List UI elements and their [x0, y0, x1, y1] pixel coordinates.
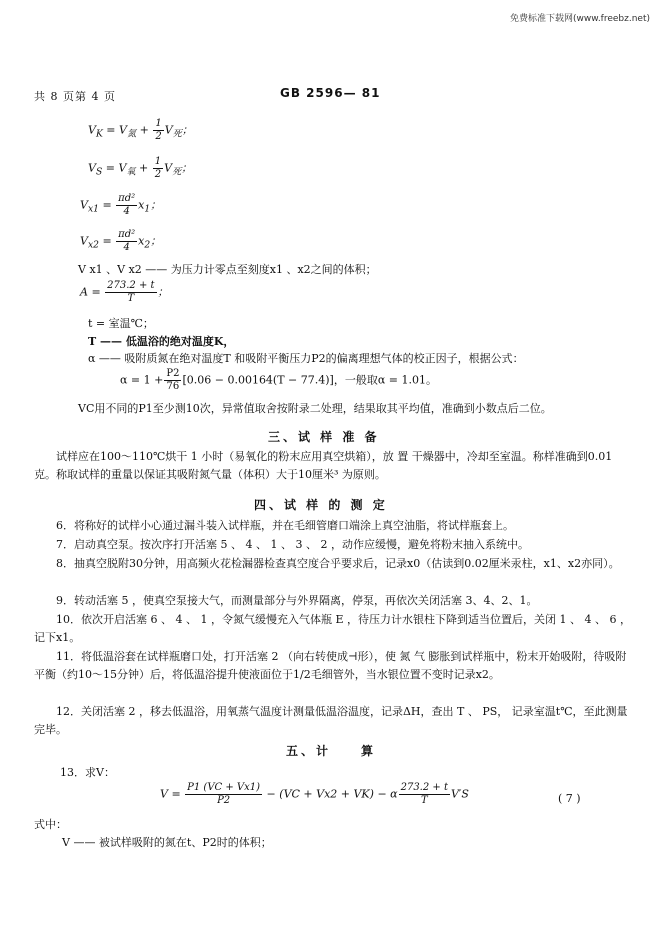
T-definition: T —— 低温浴的绝对温度K， [88, 335, 235, 348]
vc-definition: VC用不同的P1至少测10次，异常值取舍按附录二处理，结果取其平均值，准确到小数点后二位。 [78, 402, 552, 415]
page-count: 共 8 页第 4 页 [34, 90, 116, 103]
formula-vs: $V_S = V_氧$ + $\frac{1}{2}$ $V_死$； [88, 156, 193, 180]
v-definition: V —— 被试样吸附的氮在t、P2时的体积； [62, 836, 272, 849]
step-9: 9．转动活塞 5 ，使真空泵接大气，而测量部分与外界隔离，停泵，再依次关闭活塞 3、4、2、1。 [56, 594, 538, 607]
formula-vk: $V_K = V_氮$ + $\frac{1}{2}$ $V_死$； [88, 118, 193, 142]
where-label: 式中： [34, 818, 67, 831]
section-4-title: 四、试 样 的 测 定 [254, 498, 388, 512]
equation-number: ( 7 ) [558, 792, 581, 805]
watermark: 免费标准下载网(www.freebz.net) [510, 14, 650, 24]
formula-vx1: $V_{x1}$ = $\frac{\text{πd²}}{4}$ $x_1$； [80, 193, 162, 217]
alpha-formula: α = 1 + $\frac{P2}{76}$ [0.06 − 0.00164(T − 77.4)]，一般取α = 1.01。 [120, 368, 437, 392]
formula-a: A = $\frac{273.2 + t}{T}$ ； [80, 280, 169, 304]
section-3-paragraph: 试样应在100～110℃烘干 1 小时（易氧化的粉末应用真空烘箱），放 置 干燥器中，冷却至室温。称样准确到0.01克。称取试样的重量以保证其吸附氮气量（体积）大于10厘米³ 为原则。 [34, 450, 613, 481]
section-5-title: 五、计 算 [286, 744, 377, 758]
alpha-definition: α —— 吸附质氮在绝对温度T 和吸附平衡压力P2的偏离理想气体的校正因子，根据公式： [88, 352, 524, 365]
vx-definition: V x1 、V x2 —— 为压力计零点至刻度x1 、x2之间的体积； [78, 263, 377, 276]
formula-vx2: $V_{x2}$ = $\frac{\text{πd²}}{4}$ $x_2$； [80, 229, 162, 253]
step-8: 8．抽真空脱附30分钟，用高频火花检漏器检查真空度合乎要求后，记录x0（估读到0.02厘米汞柱，x1、x2亦同）。 [56, 557, 620, 570]
step-12: 12．关闭活塞 2 ，移去低温浴，用氧蒸气温度计测量低温浴温度，记录ΔH，查出 T 、 PS， 记录室温t℃，至此测量完毕。 [34, 705, 628, 736]
section-3-title: 三、试 样 准 备 [268, 430, 380, 444]
step-11: 11．将低温浴套在试样瓶磨口处，打开活塞 2 （向右转使成⊣形），使 氮 气 膨胀到试样瓶中，粉末开始吸附，待吸附平衡（约10～15分钟）后，将低温浴提升使液面位于1/2毛细管外，当水银位置不变时记录x2。 [34, 650, 627, 681]
t-definition: t = 室温℃； [88, 317, 154, 330]
step-13: 13．求V： [60, 766, 115, 779]
step-7: 7．启动真空泵。按次序打开活塞 5 、 4 、 1 、 3 、 2 ，动作应缓慢，避免将粉末抽入系统中。 [56, 538, 529, 551]
step-6: 6．将称好的试样小心通过漏斗装入试样瓶，并在毛细管磨口端涂上真空油脂，将试样瓶套上。 [56, 519, 514, 532]
standard-number: GB 2596— 81 [280, 86, 381, 100]
step-10: 10．依次开启活塞 6 、 4 、 1 ，令氮气缓慢充入气体瓶 E ，待压力计水银柱下降到适当位置后，关闭 1 、 4 、 6 ，记下x1。 [34, 613, 631, 644]
equation-7: V = $\frac{P1 (VC + Vx1)}{P2}$ − (VC + Vx2 + VK) − α $\frac{273.2 + t}{T}$ V′S [160, 782, 469, 806]
